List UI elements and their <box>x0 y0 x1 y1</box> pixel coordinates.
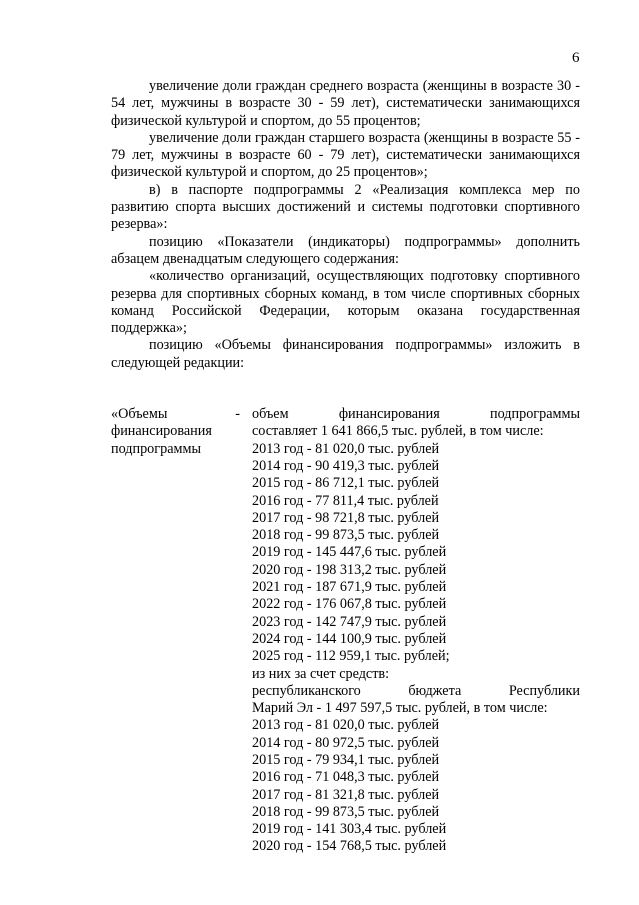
republic-year-2019: 2019 год - 141 303,4 тыс. рублей <box>252 821 447 838</box>
funding-year-2022: 2022 год - 176 067,8 тыс. рублей <box>252 596 447 613</box>
republic-budget-word-3: Республики <box>508 682 580 699</box>
document-body <box>111 78 580 856</box>
republic-budget-line-1 <box>252 683 580 700</box>
paragraph-subprogram-2-passport: в) в паспорте подпрограммы 2 «Реализация комплекса мер по развитию спорта высших достижений и системы подготовки спортивного резерва»: <box>111 181 580 233</box>
funding-dash: - <box>235 406 240 423</box>
funding-year-2015: 2015 год - 86 712,1 тыс. рублей <box>252 475 440 492</box>
paragraph-senior-age: увеличение доли граждан старшего возраста (женщины в возрасте 55 - 79 лет, мужчины в возрасте 60 - 79 лет), систематически занимающихся физической культурой и спортом, до 25 процентов»; <box>111 129 580 181</box>
republic-budget-word-1: республиканского <box>252 682 361 699</box>
funding-year-2025: 2025 год - 112 959,1 тыс. рублей; <box>252 648 450 665</box>
funding-body-cell <box>252 406 580 856</box>
republic-year-2013: 2013 год - 81 020,0 тыс. рублей <box>252 717 440 734</box>
funding-year-2017: 2017 год - 98 721,8 тыс. рублей <box>252 509 440 526</box>
funding-intro-word-2: финансирования <box>338 406 440 423</box>
funding-year-2024: 2024 год - 144 100,9 тыс. рублей <box>252 630 447 647</box>
page-number: 6 <box>572 50 580 66</box>
republic-year-2015: 2015 год - 79 934,1 тыс. рублей <box>252 751 440 768</box>
funding-table <box>111 406 580 856</box>
funding-year-2023: 2023 год - 142 747,9 тыс. рублей <box>252 613 447 630</box>
paragraph-funding-position: позицию «Объемы финансирования подпрограммы» изложить в следующей редакции: <box>111 337 580 371</box>
funding-label: «Объемы финансирования подпрограммы <box>111 406 212 457</box>
funding-year-2019: 2019 год - 145 447,6 тыс. рублей <box>252 544 447 561</box>
paragraph-middle-age: увеличение доли граждан среднего возраста (женщины в возрасте 30 - 54 лет, мужчины в возрасте 30 - 59 лет), систематически занимающихся физической культурой и спортом, до 55 процентов; <box>111 78 580 129</box>
funding-sources-heading: из них за счет средств: <box>252 665 390 682</box>
funding-intro-line-1 <box>252 406 580 423</box>
funding-year-2020: 2020 год - 198 313,2 тыс. рублей <box>252 561 447 578</box>
funding-year-2016: 2016 год - 77 811,4 тыс. рублей <box>252 492 439 509</box>
republic-year-2017: 2017 год - 81 321,8 тыс. рублей <box>252 786 440 803</box>
funding-intro-line-2: составляет 1 641 866,5 тыс. рублей, в том числе: <box>252 423 544 440</box>
funding-intro-word-3: подпрограммы <box>490 406 580 423</box>
paragraph-indicators-position: позицию «Показатели (индикаторы) подпрограммы» дополнить абзацем двенадцатым следующего содержания: <box>111 233 580 267</box>
funding-year-2013: 2013 год - 81 020,0 тыс. рублей <box>252 440 440 457</box>
funding-year-2018: 2018 год - 99 873,5 тыс. рублей <box>252 527 440 544</box>
funding-label-cell <box>111 406 252 856</box>
republic-budget-line-2: Марий Эл - 1 497 597,5 тыс. рублей, в том числе: <box>252 700 548 717</box>
republic-budget-word-2: бюджета <box>408 682 462 699</box>
republic-year-2018: 2018 год - 99 873,5 тыс. рублей <box>252 803 440 820</box>
republic-year-2020: 2020 год - 154 768,5 тыс. рублей <box>252 838 447 855</box>
funding-year-2014: 2014 год - 90 419,3 тыс. рублей <box>252 457 440 474</box>
paragraph-reserve-organizations: «количество организаций, осуществляющих подготовку спортивного резерва для спортивных сборных команд, в том числе спортивных сборных команд Российской Федерации, которым оказана государственная поддержка»; <box>111 268 580 337</box>
republic-year-2014: 2014 год - 80 972,5 тыс. рублей <box>252 734 440 751</box>
republic-year-2016: 2016 год - 71 048,3 тыс. рублей <box>252 769 440 786</box>
funding-year-2021: 2021 год - 187 671,9 тыс. рублей <box>252 579 447 596</box>
funding-intro-word-1: объем <box>252 406 289 423</box>
